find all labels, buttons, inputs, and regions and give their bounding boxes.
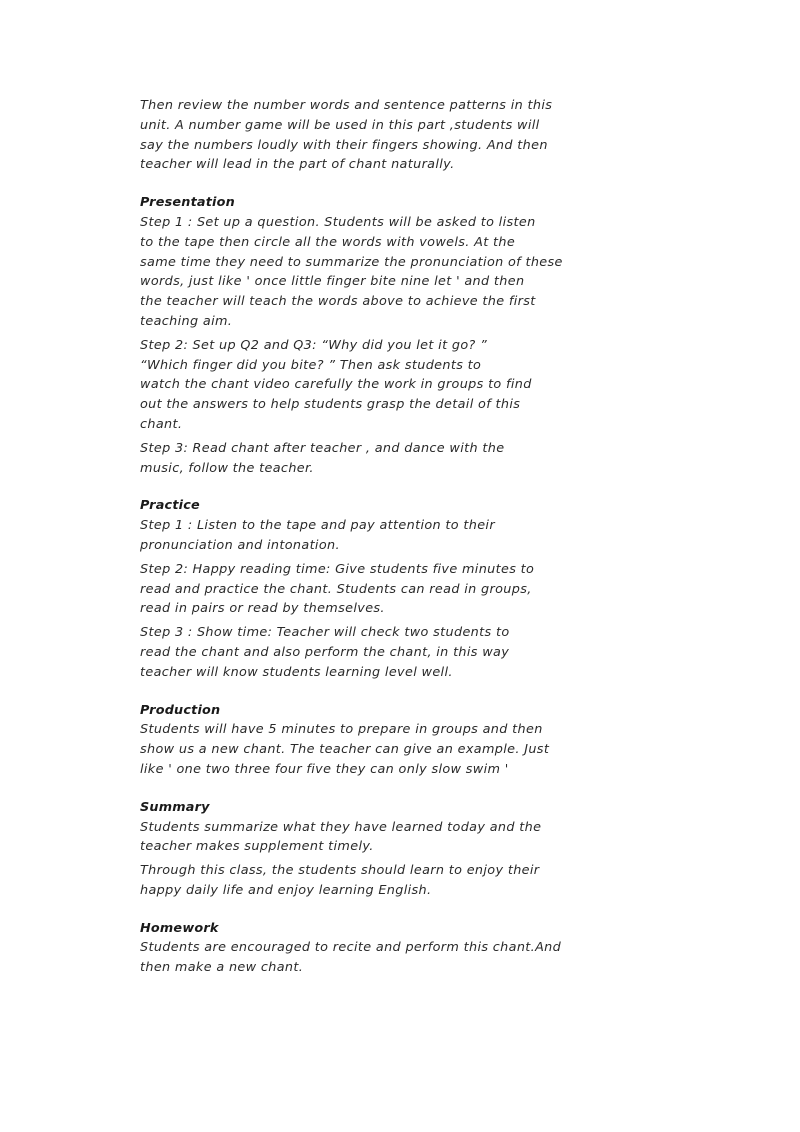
summary-paragraph-1: Students summarize what they have learned today and the teacher makes supplement timely. <box>140 819 542 855</box>
homework-heading: Homework <box>140 920 219 936</box>
summary-section <box>140 798 570 901</box>
homework-paragraph: Students are encouraged to recite and perform this chant.And then make a new chant. <box>140 940 562 976</box>
intro-paragraph: Then review the number words and sentence patterns in this unit. A number game will be used in this part ,students will say the numbers loudly with their fingers showing. And then teacher will lead in the part of chant naturally. <box>140 98 553 173</box>
practice-heading: Practice <box>140 498 200 514</box>
practice-step-3: Step 3 : Show time: Teacher will check two students to read the chant and also perform the chant, in this way teacher will know students learning level well. <box>140 625 510 680</box>
production-section <box>140 701 570 780</box>
presentation-step-2: Step 2: Set up Q2 and Q3: “Why did you let it go? ” “Which finger did you bite? ” Then ask students to watch the chant video carefully the work in groups to find out the answers to help students grasp the detail of this chant. <box>140 337 532 432</box>
summary-heading: Summary <box>140 799 210 815</box>
practice-step-1: Step 1 : Listen to the tape and pay attention to their pronunciation and intonation. <box>140 518 495 553</box>
presentation-heading: Presentation <box>140 195 235 211</box>
summary-paragraph-2: Through this class, the students should learn to enjoy their happy daily life and enjoy learning English. <box>140 863 540 898</box>
production-heading: Production <box>140 702 221 718</box>
practice-section <box>140 496 570 682</box>
presentation-step-3: Step 3: Read chant after teacher , and dance with the music, follow the teacher. <box>140 440 505 476</box>
production-paragraph: Students will have 5 minutes to prepare in groups and then show us a new chant. The teacher can give an example. Just like ' one two three four five they can only slow swim ' <box>140 722 550 777</box>
presentation-section <box>140 193 570 478</box>
presentation-step-1: Step 1 : Set up a question. Students will be asked to listen to the tape then circle all the words with vowels. At the same time they need to summarize the pronunciation of these words, just like ' once little finger bite nine let ' and then the teacher will teach the words above to achieve the first teaching aim. <box>140 214 563 329</box>
practice-step-2: Step 2: Happy reading time: Give students five minutes to read and practice the chant. Students can read in groups, read in pairs or read by themselves. <box>140 561 535 617</box>
document-body <box>140 96 570 978</box>
homework-section <box>140 919 570 978</box>
